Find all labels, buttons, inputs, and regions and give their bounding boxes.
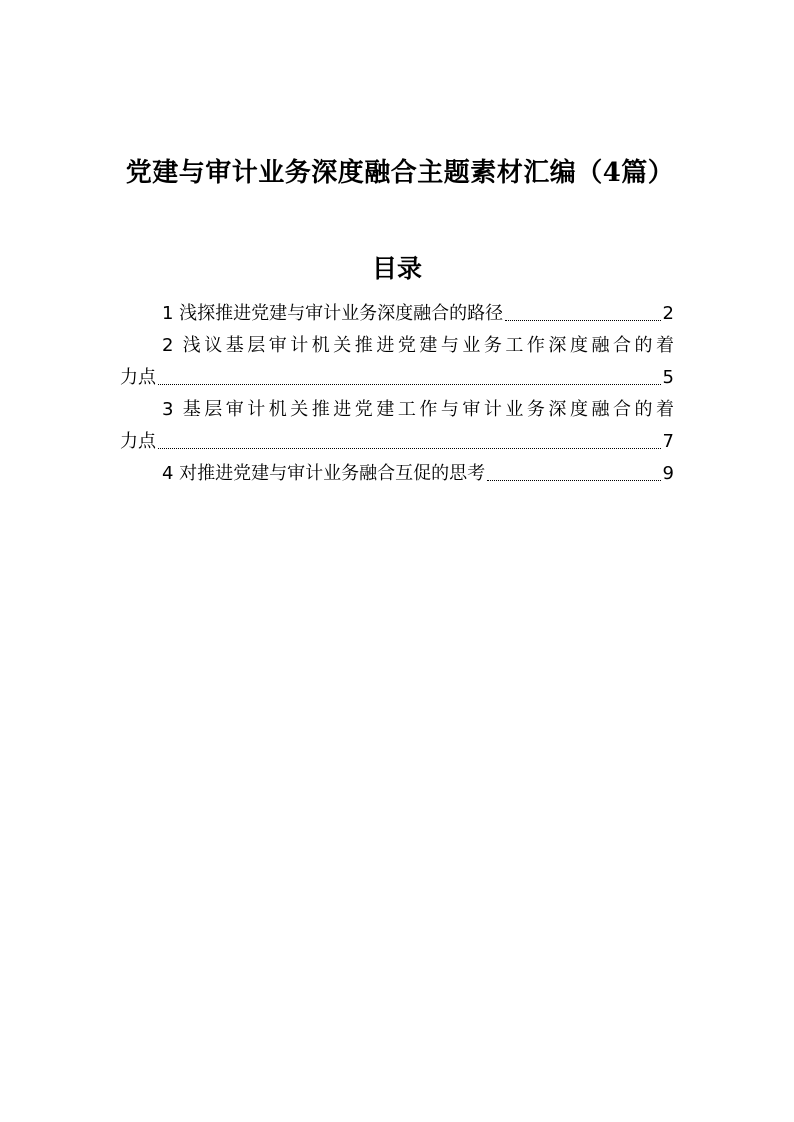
dot-leader [158,384,661,385]
toc-entry-4[interactable] [120,458,674,490]
table-of-contents [120,298,674,490]
toc-entry-2[interactable] [120,330,674,362]
document-title: 党建与审计业务深度融合主题素材汇编（4篇） [125,158,675,188]
toc-entry-3-continued[interactable] [120,426,674,458]
toc-entry-text: 1 浅探推进党建与审计业务深度融合的路径 [162,303,504,324]
toc-entry-text: 4 对推进党建与审计业务融合互促的思考 [162,463,486,484]
toc-entry-text: 3 基层审计机关推进党建工作与审计业务深度融合的着 [162,399,674,420]
toc-page-number: 7 [662,431,674,452]
toc-entry-3[interactable] [120,394,674,426]
toc-page-number: 2 [662,303,674,324]
toc-entry-text: 2 浅议基层审计机关推进党建与业务工作深度融合的着 [162,335,674,356]
dot-leader [505,320,660,321]
toc-page-number: 5 [662,367,674,388]
toc-heading: 目录 [371,254,422,283]
dot-leader [487,480,660,481]
dot-leader [158,448,661,449]
toc-entry-text-continued: 力点 [120,431,156,452]
toc-entry-2-continued[interactable] [120,362,674,394]
toc-page-number: 9 [662,463,674,484]
toc-entry-1[interactable] [120,298,674,330]
toc-entry-text-continued: 力点 [120,367,156,388]
